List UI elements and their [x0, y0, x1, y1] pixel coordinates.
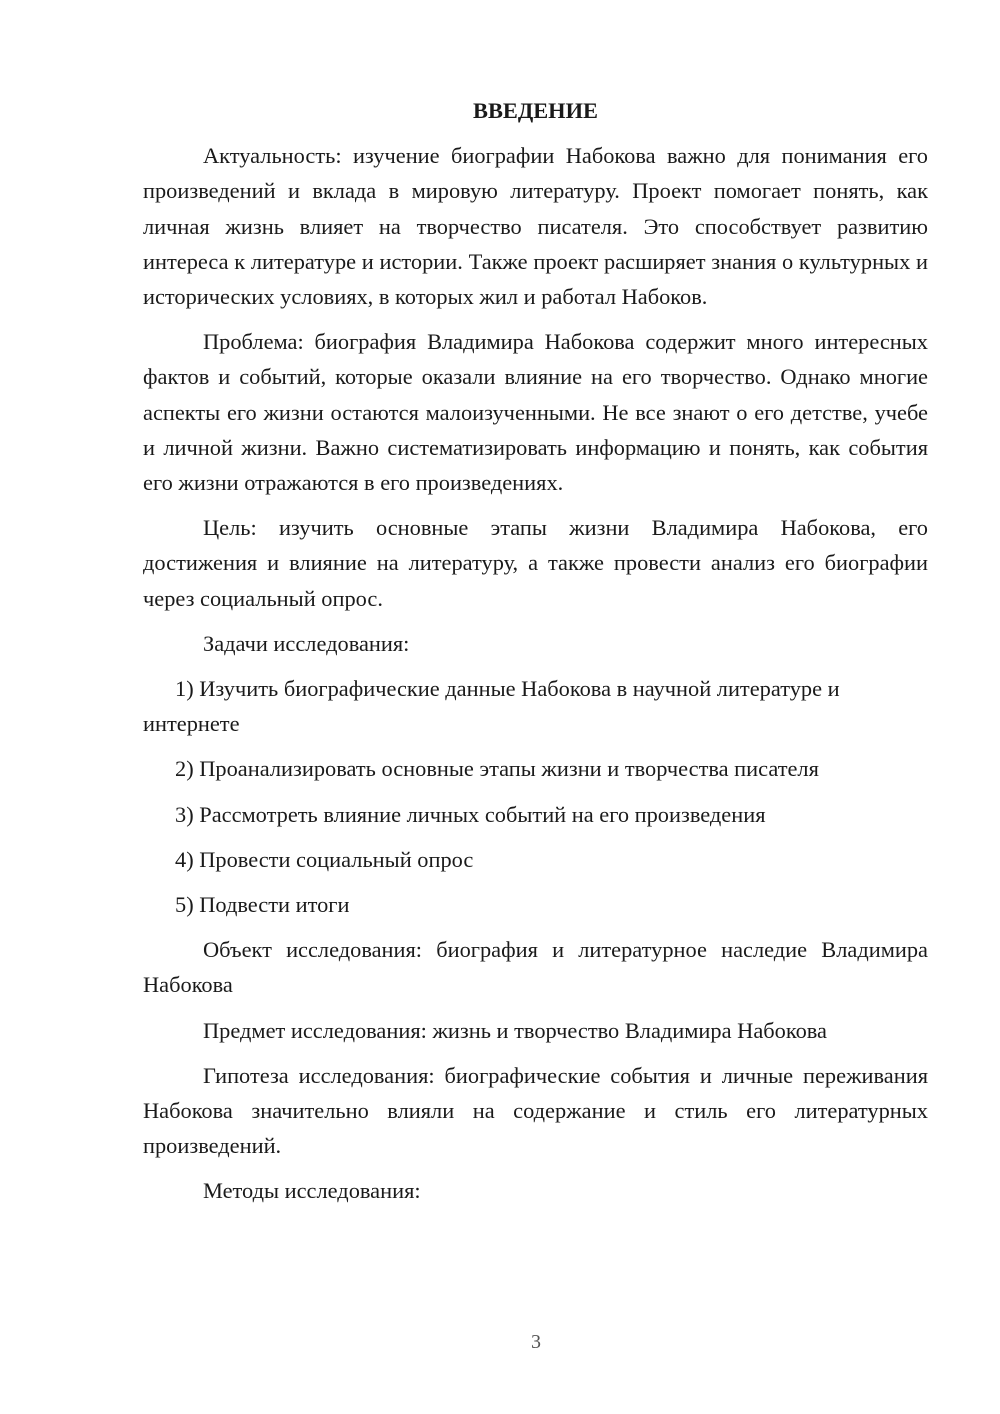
- paragraph-hypothesis: Гипотеза исследования: биографические события и личные переживания Набокова значительно влияли на содержание и стиль его литературных произведений.: [143, 1062, 928, 1159]
- task-item-4: 4) Провести социальный опрос: [175, 846, 474, 872]
- task-item-5: 5) Подвести итоги: [175, 892, 350, 918]
- paragraph-subject: Предмет исследования: жизнь и творчество Владимира Набокова: [203, 1017, 827, 1043]
- paragraph-methods-title: Методы исследования:: [203, 1178, 421, 1204]
- task-item-1: 1) Изучить биографические данные Набокова в научной литературе и интернете: [143, 676, 840, 737]
- page-number: 3: [531, 1331, 541, 1353]
- paragraph-object: Объект исследования: биография и литературное наследие Владимира Набокова: [143, 937, 928, 998]
- paragraph-actuality: Актуальность: изучение биографии Набокова важно для понимания его произведений и вклада в мировую литературу. Проект помогает понять, как личная жизнь влияет на творчество писателя. Это способствует развитию интереса к литературе и истории. Также проект расширяет знания о культурных и исторических условиях, в которых жил и работал Набоков.: [143, 143, 928, 310]
- task-item-2: 2) Проанализировать основные этапы жизни и творчества писателя: [175, 756, 819, 782]
- task-item-3: 3) Рассмотреть влияние личных событий на его произведения: [175, 801, 766, 827]
- paragraph-tasks-title: Задачи исследования:: [203, 630, 410, 656]
- section-heading: ВВЕДЕНИЕ: [473, 98, 598, 123]
- paragraph-goal: Цель: изучить основные этапы жизни Владимира Набокова, его достижения и влияние на литературу, а также провести анализ его биографии через социальный опрос.: [143, 515, 928, 611]
- document-body: [143, 93, 928, 1219]
- paragraph-problem: Проблема: биография Владимира Набокова содержит много интересных фактов и событий, которые оказали влияние на его творчество. Однако многие аспекты его жизни остаются малоизученными. Не все знают о его детстве, учебе и личной жизни. Важно систематизировать информацию и понять, как события его жизни отражаются в его произведениях.: [143, 329, 928, 496]
